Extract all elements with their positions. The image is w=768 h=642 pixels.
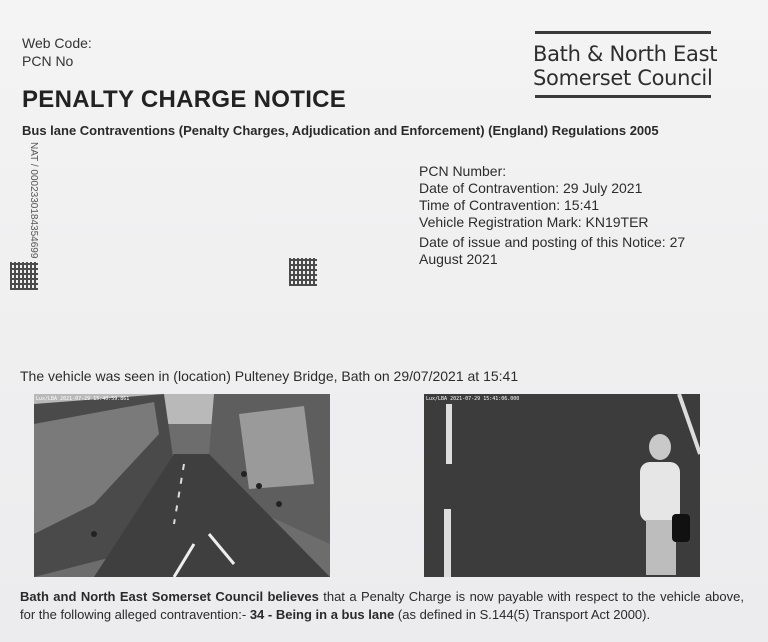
- closeup-camera-photo: [424, 394, 700, 577]
- council-name-line2: Somerset Council: [533, 66, 713, 90]
- pcn-number: PCN Number:: [419, 163, 507, 179]
- pedestrian-scene-image: [424, 394, 700, 577]
- pcn-details-block: [419, 163, 719, 268]
- council-logo-text: [533, 42, 717, 90]
- vehicle-seen-location: The vehicle was seen in (location) Pulteney Bridge, Bath on 29/07/2021 at 15:41: [20, 368, 519, 384]
- page-title: PENALTY CHARGE NOTICE: [22, 86, 347, 113]
- street-camera-photo: [34, 394, 330, 577]
- council-belief-text: Bath and North East Somerset Council believes: [20, 589, 319, 604]
- regulations-subtitle: Bus lane Contraventions (Penalty Charges, Adjudication and Enforcement) (England) Regulations 2005: [22, 123, 659, 138]
- time-of-contravention: Time of Contravention: 15:41: [419, 197, 600, 213]
- council-rule-bottom: [535, 95, 711, 98]
- qr-code-left-icon: [10, 262, 38, 290]
- pcn-no-label: PCN No: [22, 53, 74, 69]
- photo-timestamp-2: Lux/LBA 2021-07-29 15:41:06.000: [426, 396, 520, 402]
- side-reference-code: NAT / 0002330184354699: [28, 142, 39, 259]
- statement-definition: (as defined in S.144(5) Transport Act 2000).: [394, 607, 651, 622]
- qr-code-middle-icon: [289, 258, 317, 286]
- council-name-line1: Bath & North East: [533, 42, 718, 66]
- date-of-contravention: Date of Contravention: 29 July 2021: [419, 180, 643, 196]
- street-scene-image: [34, 394, 330, 577]
- date-of-issue: Date of issue and posting of this Notice: 27 August 2021: [419, 234, 686, 267]
- contravention-statement: [20, 588, 744, 624]
- photo-timestamp-1: Lux/LBA 2021-07-29 15:40:59.861: [36, 396, 130, 402]
- statement-text: that a Penalty Charge is now payable with respect to the vehicle above, for the following alleged contravention:-: [20, 589, 744, 622]
- web-code-label: Web Code:: [22, 35, 92, 51]
- contravention-code: 34 - Being in a bus lane: [249, 607, 395, 622]
- council-rule-top: [535, 31, 711, 34]
- vehicle-registration-mark: Vehicle Registration Mark: KN19TER: [419, 214, 649, 230]
